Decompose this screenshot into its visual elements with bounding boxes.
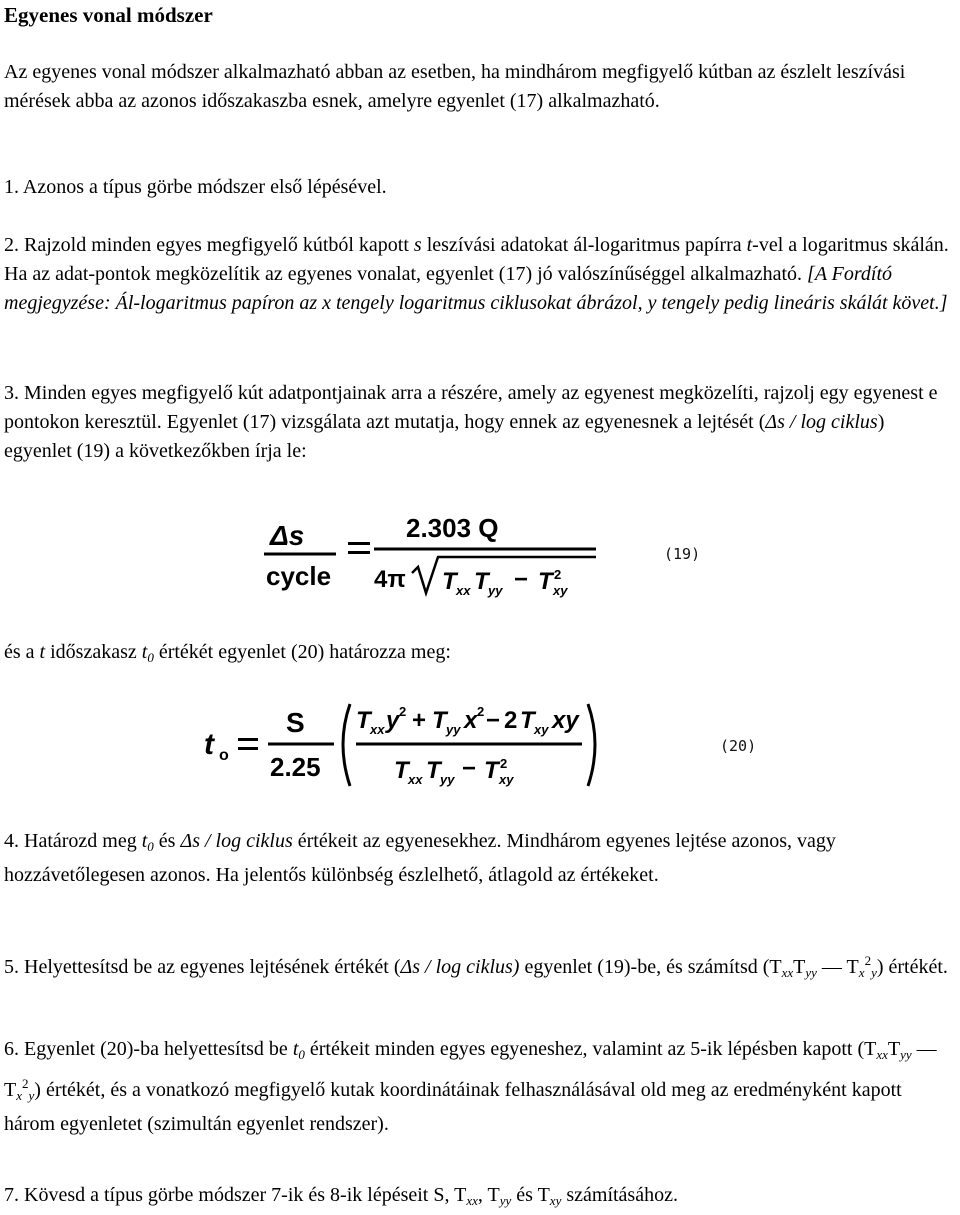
step-5-delta: Δ <box>400 956 413 978</box>
svg-text:2: 2 <box>500 756 508 771</box>
step-5-sub-xx: xx <box>781 965 794 980</box>
step-6-text-c: ) értékét, és a vonatkozó megfigyelő kutak koordinátáinak felhasználásával old meg az eredményként kapott három egyenletet (szimultán egyenlet rendszer). <box>4 1079 902 1135</box>
svg-text:yy: yy <box>446 722 461 737</box>
step-5-T2: T <box>793 956 806 978</box>
step-4-text-a: 4. Határozd meg <box>4 830 142 852</box>
svg-text:T: T <box>484 757 499 784</box>
svg-text:+: + <box>412 707 427 734</box>
step-7-text-c: és T <box>511 1184 550 1206</box>
svg-text:2: 2 <box>477 704 485 719</box>
between-var-t0: t <box>141 641 148 663</box>
step-4 <box>4 827 956 890</box>
between-var-t: t <box>39 641 46 663</box>
equation-19 <box>262 505 602 605</box>
section-title: Egyenes vonal módszer <box>4 3 213 27</box>
step-4-slope: s / log ciklus <box>192 830 293 852</box>
step-6-sub-x: x <box>16 1088 22 1103</box>
equation-20 <box>200 698 660 790</box>
step-6 <box>4 1035 956 1139</box>
step-2 <box>4 231 956 318</box>
step-5-sub-y: y <box>871 965 877 980</box>
svg-text:xx: xx <box>370 722 385 737</box>
eq20-lhs: t <box>204 728 214 761</box>
svg-text:T: T <box>538 568 553 595</box>
step-3-slope: s / log ciklus <box>777 411 878 433</box>
eq19-den-prefix: 4π <box>374 566 406 593</box>
step-6-sub-yy: yy <box>900 1047 912 1062</box>
svg-text:xx: xx <box>456 583 471 598</box>
svg-text:y: y <box>386 707 400 734</box>
step-7-text-a: 7. Kövesd a típus görbe módszer 7-ik és 8-ik lépéseit S, T <box>4 1184 467 1206</box>
step-7-sub-xy: xy <box>549 1193 562 1208</box>
svg-text:xy: xy <box>534 722 549 737</box>
step-4-t-sub: 0 <box>147 839 154 854</box>
step-2-text-c: -vel a logaritmus skálán. Ha az adat-pontok megközelítik az egyenes vonalat, egyenlet (17) jó valószínűséggel alkalmazható. <box>4 234 949 285</box>
step-4-var-t: t <box>141 830 148 852</box>
svg-text:T: T <box>520 707 535 734</box>
step-6-dash: — T <box>4 1038 937 1101</box>
step-6-text-b: értékeit minden egyes egyeneshez, valamint az 5-ik lépésben kapott (T <box>304 1038 877 1060</box>
between-text-b: időszakasz <box>45 641 142 663</box>
step-5-sub-yy: yy <box>805 965 817 980</box>
svg-text:yy: yy <box>440 772 455 787</box>
svg-text:T: T <box>442 568 457 595</box>
step-3-delta: Δ <box>765 411 778 433</box>
between-text-c: értékét egyenlet (20) határozza meg: <box>153 641 451 663</box>
step-1: 1. Azonos a típus görbe módszer első lépésével. <box>4 176 387 198</box>
svg-text:T: T <box>426 757 441 784</box>
svg-text:T: T <box>356 707 371 734</box>
step-7-text-b: , T <box>477 1184 500 1206</box>
svg-text:xx: xx <box>408 772 423 787</box>
step-2-text-b: leszívási adatokat ál-logaritmus papírra <box>421 234 747 256</box>
step-3-text-a: 3. Minden egyes megfigyelő kút adatpontjainak arra a részére, amely az egyenest megközelíti, rajzolj egy egyenest e pontokon keresztül. Egyenlet (17) vizsgálata azt mutatja, hogy ennek az egyenesnek a lejtését ( <box>4 382 938 433</box>
eq19-lhs-num: Δs <box>270 520 305 551</box>
svg-text:−: − <box>486 707 501 734</box>
step-5 <box>4 946 956 987</box>
eq19-lhs-den: cycle <box>266 561 332 591</box>
step-5-text-a: 5. Helyettesítsd be az egyenes lejtésének értékét ( <box>4 956 401 978</box>
step-5-text-b: egyenlet (19)-be, és számítsd (T <box>519 956 782 978</box>
step-2-var-s: s <box>413 234 422 256</box>
step-6-sub-y: y <box>28 1088 35 1103</box>
step-6-t-sub: 0 <box>298 1047 305 1062</box>
svg-text:−: − <box>514 566 529 593</box>
svg-text:T: T <box>394 757 409 784</box>
svg-text:2: 2 <box>399 704 407 719</box>
step-7-sub-xx: xx <box>466 1193 478 1208</box>
between-text-a: és a <box>4 641 40 663</box>
eq20-label: (20) <box>720 737 757 755</box>
step-5-sup-2: 2 <box>864 953 872 968</box>
step-6-sub-xx: xx <box>876 1047 888 1062</box>
svg-text:xy: xy <box>553 583 568 598</box>
svg-text:2: 2 <box>554 567 562 582</box>
svg-text:x: x <box>464 707 478 734</box>
translator-note: [A Fordító megjegyzése: Ál-logaritmus papíron az x tengely logaritmus ciklusokat ábrázol, y tengely pedig lineáris skálát követ.] <box>4 263 948 314</box>
eq20-frac-den: 2.25 <box>270 752 321 782</box>
step-5-slope: s / log ciklus) <box>412 956 520 978</box>
step-6-T2: T <box>887 1038 901 1060</box>
step-2-var-t: t <box>746 234 753 256</box>
eq19-rhs-num: 2.303 Q <box>406 513 499 543</box>
step-2-text-a: 2. Rajzold minden egyes megfigyelő kútból kapott <box>4 234 414 256</box>
eq19-label: (19) <box>664 545 701 563</box>
step-4-text-c: értékeit az egyenesekhez. Mindhárom egyenes lejtése azonos, vagy hozzávetőlegesen azonos. Ha jelentős különbség észlelhető, átlagold az értékeket. <box>4 830 836 886</box>
step-7-text-d: számításához. <box>561 1184 678 1206</box>
svg-text:T: T <box>432 707 447 734</box>
between-paragraph <box>4 638 956 672</box>
between-t0-sub: 0 <box>147 650 154 665</box>
eq20-frac-num: S <box>286 707 305 738</box>
svg-text:2: 2 <box>504 707 518 734</box>
step-5-dash: — T <box>816 956 859 978</box>
step-3-text-b: ) egyenlet (19) a következőkben írja le: <box>4 411 885 462</box>
svg-text:xy: xy <box>499 772 514 787</box>
svg-text:xy: xy <box>552 707 579 734</box>
step-7-sub-yy: yy <box>499 1193 512 1208</box>
step-5-sub-x: x <box>858 965 865 980</box>
step-4-text-b: és <box>153 830 181 852</box>
svg-text:−: − <box>462 755 477 782</box>
eq20-lhs-sub: o <box>219 747 229 764</box>
step-4-delta: Δ <box>180 830 193 852</box>
step-6-sup-2: 2 <box>22 1076 29 1091</box>
svg-text:T: T <box>474 568 489 595</box>
step-6-var-t: t <box>292 1038 299 1060</box>
step-6-text-a: 6. Egyenlet (20)-ba helyettesítsd be <box>4 1038 293 1060</box>
step-3 <box>4 379 956 466</box>
intro-paragraph: Az egyenes vonal módszer alkalmazható abban az esetben, ha mindhárom megfigyelő kútban az észlelt leszívási mérések abba az azonos időszakaszba esnek, amelyre egyenlet (17) alkalmazható. <box>4 61 906 112</box>
step-5-text-c: ) értékét. <box>876 956 948 978</box>
svg-text:yy: yy <box>488 583 503 598</box>
step-7 <box>4 1181 956 1215</box>
